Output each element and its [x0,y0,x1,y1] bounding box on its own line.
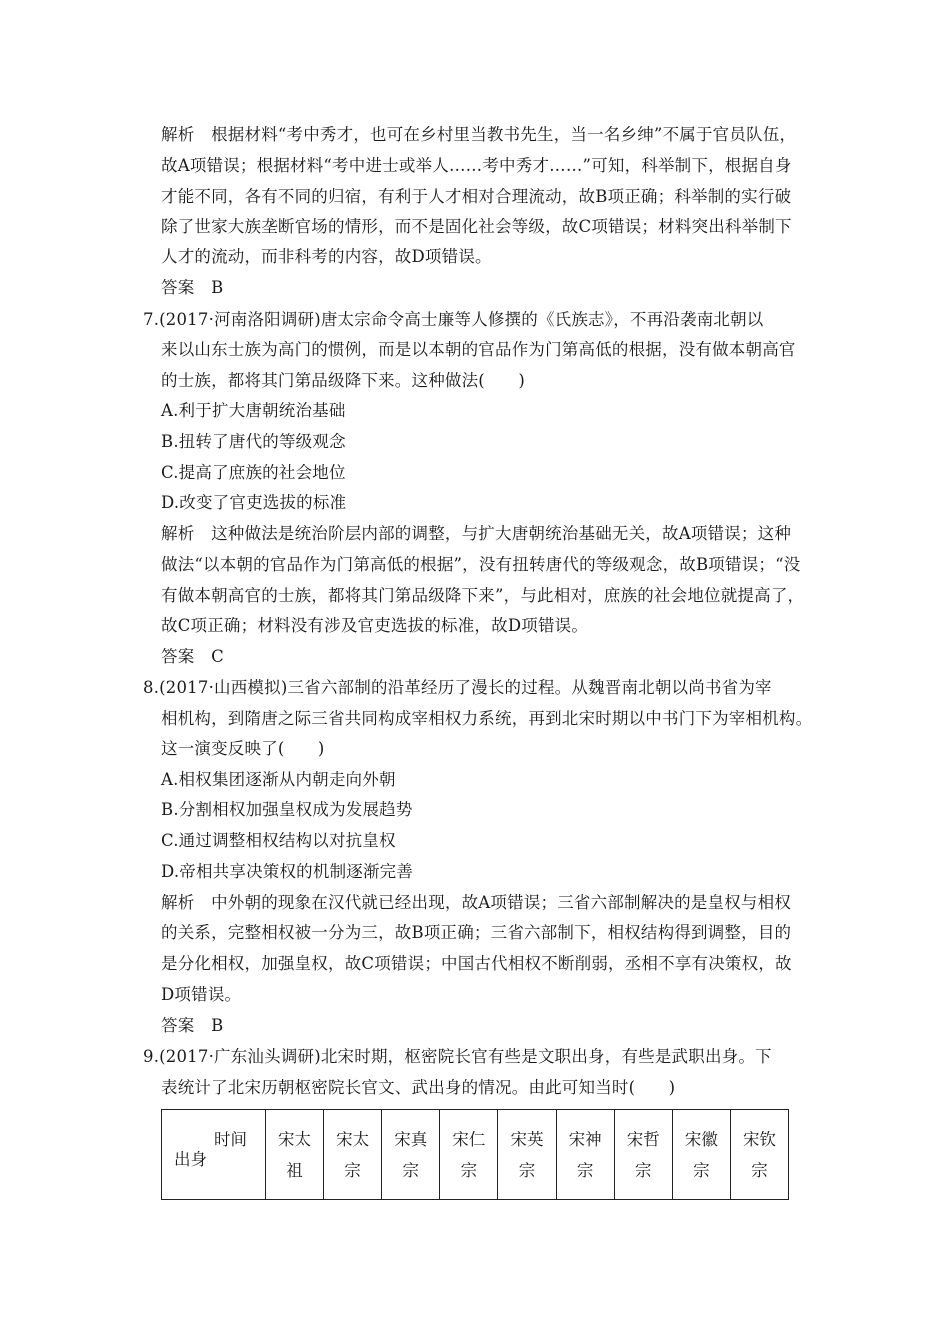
q8-answer: 答案 B [161,1016,224,1035]
q9-table-header-yingzong: 宋英 宗 [498,1110,556,1200]
q9-table [161,1109,789,1200]
q7-stem-line-3: 的士族，都将其门第品级降下来。这种做法( ) [161,371,525,390]
q9-stem-line-2: 表统计了北宋历朝枢密院长官文、武出身的情况。由此可知当时( ) [161,1078,676,1097]
q7-option-c: C.提高了庶族的社会地位 [161,463,346,482]
q6-analysis-line-3: 才能不同，各有不同的归宿，有利于人才相对合理流动，故B项正确；科举制的实行破 [161,187,792,206]
q8-option-d: D.帝相共享决策权的机制逐渐完善 [161,862,414,881]
q9-table-header-taizu: 宋太 祖 [266,1110,324,1200]
q8-analysis-line-1: 解析 中外朝的现象在汉代就已经出现，故A项错误；三省六部制解决的是皇权与相权 [161,893,792,912]
q8-analysis-line-4: D项错误。 [161,985,242,1004]
q7-option-b: B.扭转了唐代的等级观念 [161,432,346,451]
q7-analysis-line-1: 解析 这种做法是统治阶层内部的调整，与扩大唐朝统治基础无关，故A项错误；这种 [161,524,792,543]
q6-analysis-line-2: 故A项错误；根据材料“考中进士或举人……考中秀才……”可知，科举制下，根据自身 [161,156,792,175]
q6-analysis-line-5: 人才的流动，而非科考的内容，故D项错误。 [161,247,492,266]
q8-stem-line-3: 这一演变反映了( ) [161,739,325,758]
q9-table-header-zhenzong: 宋真 宗 [382,1110,440,1200]
q8-analysis-line-2: 的关系，完整相权被一分为三，故B项正确；三省六部制下，相权结构得到调整，目的 [161,923,792,942]
q9-table-header-zhezong: 宋哲 宗 [614,1110,672,1200]
q9-table-header-row [162,1110,789,1200]
q9-table-header-qinzong: 宋钦 宗 [730,1110,788,1200]
q8-stem-line-2: 相机构，到隋唐之际三省共同构成宰相权力系统，再到北宋时期以中书门下为宰相机构。 [161,709,813,728]
q7-analysis-line-4: 故C项正确；材料没有涉及官吏选拔的标准，故D项错误。 [161,616,589,635]
q8-option-a: A.相权集团逐渐从内朝走向外朝 [161,770,396,789]
q6-answer: 答案 B [161,278,224,297]
q8-option-c: C.通过调整相权结构以对抗皇权 [161,831,396,850]
q8-analysis-line-3: 是分化相权，加强皇权，故C项错误；中国古代相权不断削弱，丞相不享有决策权，故 [161,954,792,973]
q9-table-header-taizong: 宋太 宗 [324,1110,382,1200]
q9-table-corner-time: 时间 [214,1130,247,1149]
q9-table-corner-cell [162,1110,266,1200]
q8-stem-line-1: 8.(2017·山西模拟)三省六部制的沿革经历了漫长的过程。从魏晋南北朝以尚书省为宰 [143,678,772,697]
q9-table-header-renzong: 宋仁 宗 [440,1110,498,1200]
q9-table-header-huizong: 宋徽 宗 [672,1110,730,1200]
q9-table-header-shenzong: 宋神 宗 [556,1110,614,1200]
q9-table-corner-origin: 出身 [174,1150,207,1169]
q7-option-a: A.利于扩大唐朝统治基础 [161,401,346,420]
q7-analysis-line-3: 有做本朝高官的士族，都将其门第品级降下来”，与此相对，庶族的社会地位就提高了， [161,586,805,605]
q7-stem-line-1: 7.(2017·河南洛阳调研)唐太宗命令高士廉等人修撰的《氏族志》，不再沿袭南北朝以 [143,310,764,329]
q8-option-b: B.分割相权加强皇权成为发展趋势 [161,800,413,819]
q7-stem-line-2: 来以山东士族为高门的惯例，而是以本朝的官品作为门第高低的根据，没有做本朝高官 [161,340,796,359]
q7-analysis-line-2: 做法“以本朝的官品作为门第高低的根据”，没有扭转唐代的等级观念，故B项错误；“没 [161,555,801,574]
q7-answer: 答案 C [161,647,224,666]
q7-option-d: D.改变了官吏选拔的标准 [161,493,347,512]
q6-analysis-line-4: 除了世家大族垄断官场的情形，而不是固化社会等级，故C项错误；材料突出科举制下 [161,217,792,236]
q9-stem-line-1: 9.(2017·广东汕头调研)北宋时期，枢密院长官有些是文职出身，有些是武职出身。下 [143,1047,772,1066]
q6-analysis-line-1: 解析 根据材料“考中秀才，也可在乡村里当教书先生，当一名乡绅”不属于官员队伍， [161,125,797,144]
